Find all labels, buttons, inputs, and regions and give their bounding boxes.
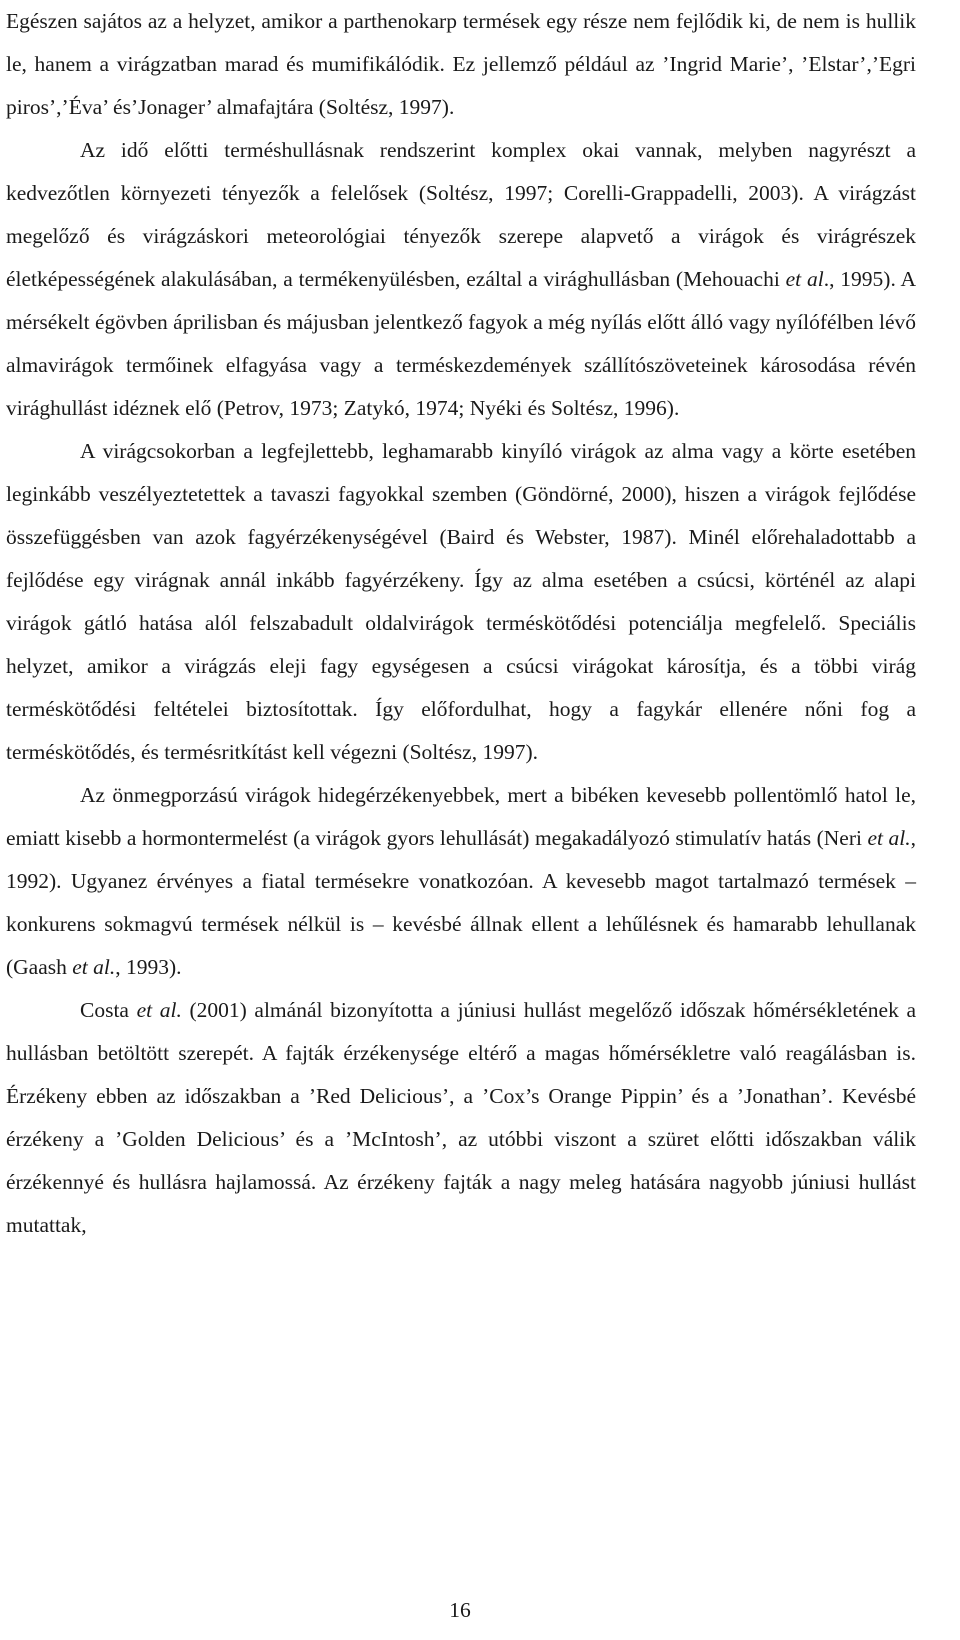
paragraph-2-text-2: ., 1995). A mérsékelt égövben áprilisban és májusban jelentkező fagyok a még nyílás előtt álló vagy nyílófélben lévő almavirágok termőinek elfagyása vagy a terméskezdemények szállítószöveteinek károsodása révén virághullást idéznek elő (Petrov, 1973; Zatykó, 1974; Nyéki és Soltész, 1996). (6, 267, 916, 420)
paragraph-2 (6, 129, 916, 430)
paragraph-5 (6, 989, 916, 1247)
paragraph-4-italic-etal-1: et al. (867, 826, 911, 850)
paragraph-4 (6, 774, 916, 989)
document-body (6, 0, 916, 1247)
page-number: 16 (449, 1598, 471, 1622)
paragraph-4-text-3: , 1993). (115, 955, 182, 979)
paragraph-3 (6, 430, 916, 774)
paragraph-5-text-2: (2001) almánál bizonyította a júniusi hullást megelőző időszak hőmérsékletének a hullásban betöltött szerepét. A fajták érzékenysége eltérő a magas hőmérsékletre való reagálásban is. Érzékeny ebben az időszakban a ’Red Delicious’, a ’Cox’s Orange Pippin’ és a ’Jonathan’. Kevésbé érzékeny a ’Golden Delicious’ és a ’McIntosh’, az utóbbi viszont a szüret előtti időszakban válik érzékennyé és hullásra hajlamossá. Az érzékeny fajták a nagy meleg hatására nagyobb júniusi hullást mutattak, (6, 998, 917, 1237)
paragraph-5-text-1: Costa (80, 998, 137, 1022)
paragraph-1-text: Egészen sajátos az a helyzet, amikor a parthenokarp termések egy része nem fejlődik ki, de nem is hullik le, hanem a virágzatban marad és mumifikálódik. Ez jellemző például az ’Ingrid Marie’, ’Elstar’,’Egri piros’,’Éva’ és’Jonager’ almafajtára (Soltész, 1997). (6, 9, 916, 119)
paragraph-4-text-1: Az önmegporzású virágok hidegérzékenyebbek, mert a bibéken kevesebb pollentömlő hatol le, emiatt kisebb a hormontermelést (a virágok gyors lehullását) megakadályozó stimulatív hatás (Neri (6, 783, 916, 850)
paragraph-1 (6, 0, 916, 129)
paragraph-2-italic-etal: et al (785, 267, 824, 291)
paragraph-5-italic-etal: et al. (136, 998, 182, 1022)
paragraph-4-italic-etal-2: et al. (72, 955, 116, 979)
paragraph-4-text-2: , 1992). Ugyanez érvényes a fiatal termésekre vonatkozóan. A kevesebb magot tartalmazó termések – konkurens sokmagvú termések nélkül is – kevésbé állnak ellent a lehűlésnek és hamarabb lehullanak (Gaash (6, 826, 916, 979)
paragraph-3-text: A virágcsokorban a legfejlettebb, leghamarabb kinyíló virágok az alma vagy a körte esetében leginkább veszélyeztetettek a tavaszi fagyokkal szemben (Göndörné, 2000), hiszen a virágok fejlődése összefüggésben van azok fagyérzékenységével (Baird és Webster, 1987). Minél előrehaladottabb a fejlődése egy virágnak annál inkább fagyérzékeny. Így az alma esetében a csúcsi, körténél az alapi virágok gátló hatása alól felszabadult oldalvirágok terméskötődési potenciálja megfelelő. Speciális helyzet, amikor a virágzás eleji fagy egységesen a csúcsi virágokat károsítja, és a többi virág terméskötődési feltételei biztosítottak. Így előfordulhat, hogy a fagykár ellenére nőni fog a terméskötődés, és termésritkítást kell végezni (Soltész, 1997). (6, 439, 916, 764)
paragraph-2-text-1: Az idő előtti terméshullásnak rendszerint komplex okai vannak, melyben nagyrészt a kedvezőtlen környezeti tényezők a felelősek (Soltész, 1997; Corelli-Grappadelli, 2003). A virágzást megelőző és virágzáskori meteorológiai tényezők szerepe alapvető a virágok és virágrészek életképességének alakulásában, a termékenyülésben, ezáltal a virághullásban (Mehouachi (6, 138, 916, 291)
